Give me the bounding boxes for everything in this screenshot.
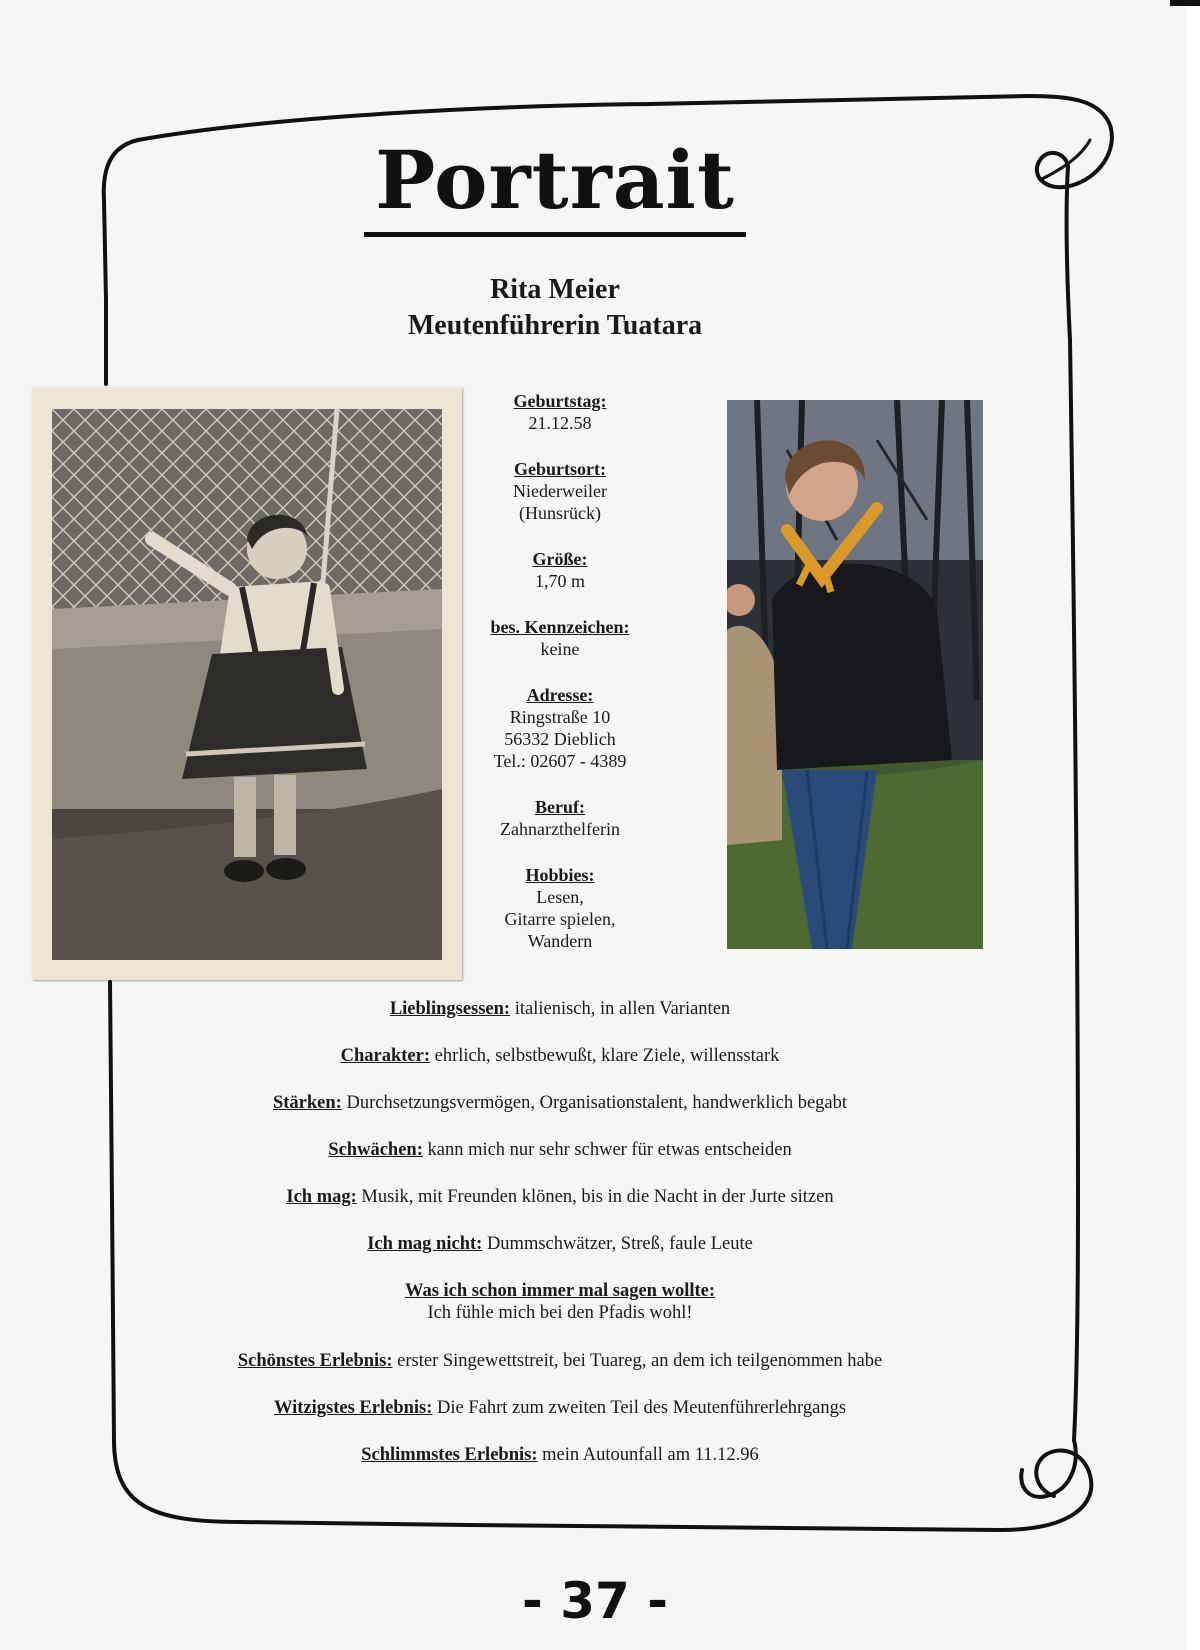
fact-value: Gitarre spielen, (504, 909, 616, 929)
page-number: - 37 - (522, 1572, 668, 1630)
profile-lines (110, 998, 1010, 1491)
page-title: Portrait (375, 133, 735, 227)
line-character (110, 1045, 1010, 1092)
fact-label: Geburtstag: (513, 391, 607, 411)
fact-value: Lesen, (536, 887, 584, 907)
line-favorite-food (110, 998, 1010, 1045)
person-role: Meutenführerin Tuatara (407, 310, 703, 341)
line-label: Charakter: (340, 1046, 431, 1066)
fact-label: Adresse: (526, 685, 594, 705)
line-label: Lieblingsessen: (389, 999, 511, 1019)
line-text: Die Fahrt zum zweiten Teil des Meutenführerlehrgangs (437, 1398, 847, 1418)
fact-value: keine (540, 639, 580, 659)
fact-label: Hobbies: (525, 865, 595, 885)
line-worst-experience (110, 1444, 1010, 1491)
fact-value: Wandern (527, 931, 593, 951)
line-dislikes (110, 1233, 1010, 1280)
line-text: mein Autounfall am 11.12.96 (542, 1445, 759, 1465)
childhood-photo-icon (52, 409, 442, 960)
title-underline (364, 232, 746, 237)
fact-value: 1,70 m (534, 571, 585, 591)
line-always-wanted-to-say (110, 1280, 1010, 1350)
line-text: erster Singewettstreit, bei Tuareg, an dem ich teilgenommen habe (397, 1351, 883, 1371)
line-funniest-experience (110, 1397, 1010, 1444)
fact-value: Tel.: 02607 - 4389 (493, 751, 627, 771)
fact-value: 21.12.58 (528, 413, 592, 433)
scout-leader-photo (727, 400, 983, 949)
line-likes (110, 1186, 1010, 1233)
line-text: ehrlich, selbstbewußt, klare Ziele, willensstark (434, 1046, 780, 1066)
line-text: Dummschwätzer, Streß, faule Leute (486, 1234, 753, 1254)
line-strengths (110, 1092, 1010, 1139)
fact-value: Ringstraße 10 (509, 707, 611, 727)
fact-features (460, 616, 660, 660)
line-label: Ich mag nicht: (367, 1234, 483, 1254)
line-text: Musik, mit Freunden klönen, bis in die Nacht in der Jurte sitzen (361, 1187, 834, 1207)
fact-label: Größe: (532, 549, 588, 569)
line-text: kann mich nur sehr schwer für etwas entscheiden (427, 1140, 792, 1160)
line-label: Schönstes Erlebnis: (237, 1351, 393, 1371)
fact-label: Geburtsort: (514, 459, 606, 479)
fact-address (460, 684, 660, 772)
line-label: Schlimmstes Erlebnis: (361, 1445, 538, 1465)
line-weaknesses (110, 1139, 1010, 1186)
line-label: Stärken: (272, 1093, 342, 1113)
line-label: Witzigstes Erlebnis: (273, 1398, 433, 1418)
person-name: Rita Meier (490, 274, 620, 305)
fact-value: Zahnarzthelferin (500, 819, 620, 839)
fact-label: Beruf: (535, 797, 585, 817)
line-text: italienisch, in allen Varianten (514, 999, 731, 1019)
fact-birthplace (460, 458, 660, 524)
line-best-experience (110, 1350, 1010, 1397)
fact-profession (460, 796, 660, 840)
line-text: Ich fühle mich bei den Pfadis wohl! (427, 1303, 693, 1323)
fact-label: bes. Kennzeichen: (490, 617, 630, 637)
fact-birthday (460, 390, 660, 434)
fact-value: (Hunsrück) (519, 503, 601, 523)
scout-leader-photo-icon (727, 400, 983, 949)
line-label: Schwächen: (328, 1140, 423, 1160)
facts-column (460, 390, 660, 976)
line-label: Ich mag: (286, 1187, 357, 1207)
childhood-photo (32, 387, 462, 980)
line-text: Durchsetzungsvermögen, Organisationstalent, handwerklich begabt (346, 1093, 848, 1113)
person-heading (0, 272, 1110, 344)
fact-value: Niederweiler (513, 481, 607, 501)
line-label: Was ich schon immer mal sagen wollte: (404, 1281, 716, 1301)
fact-height (460, 548, 660, 592)
fact-value: 56332 Dieblich (504, 729, 616, 749)
fact-hobbies (460, 864, 660, 952)
